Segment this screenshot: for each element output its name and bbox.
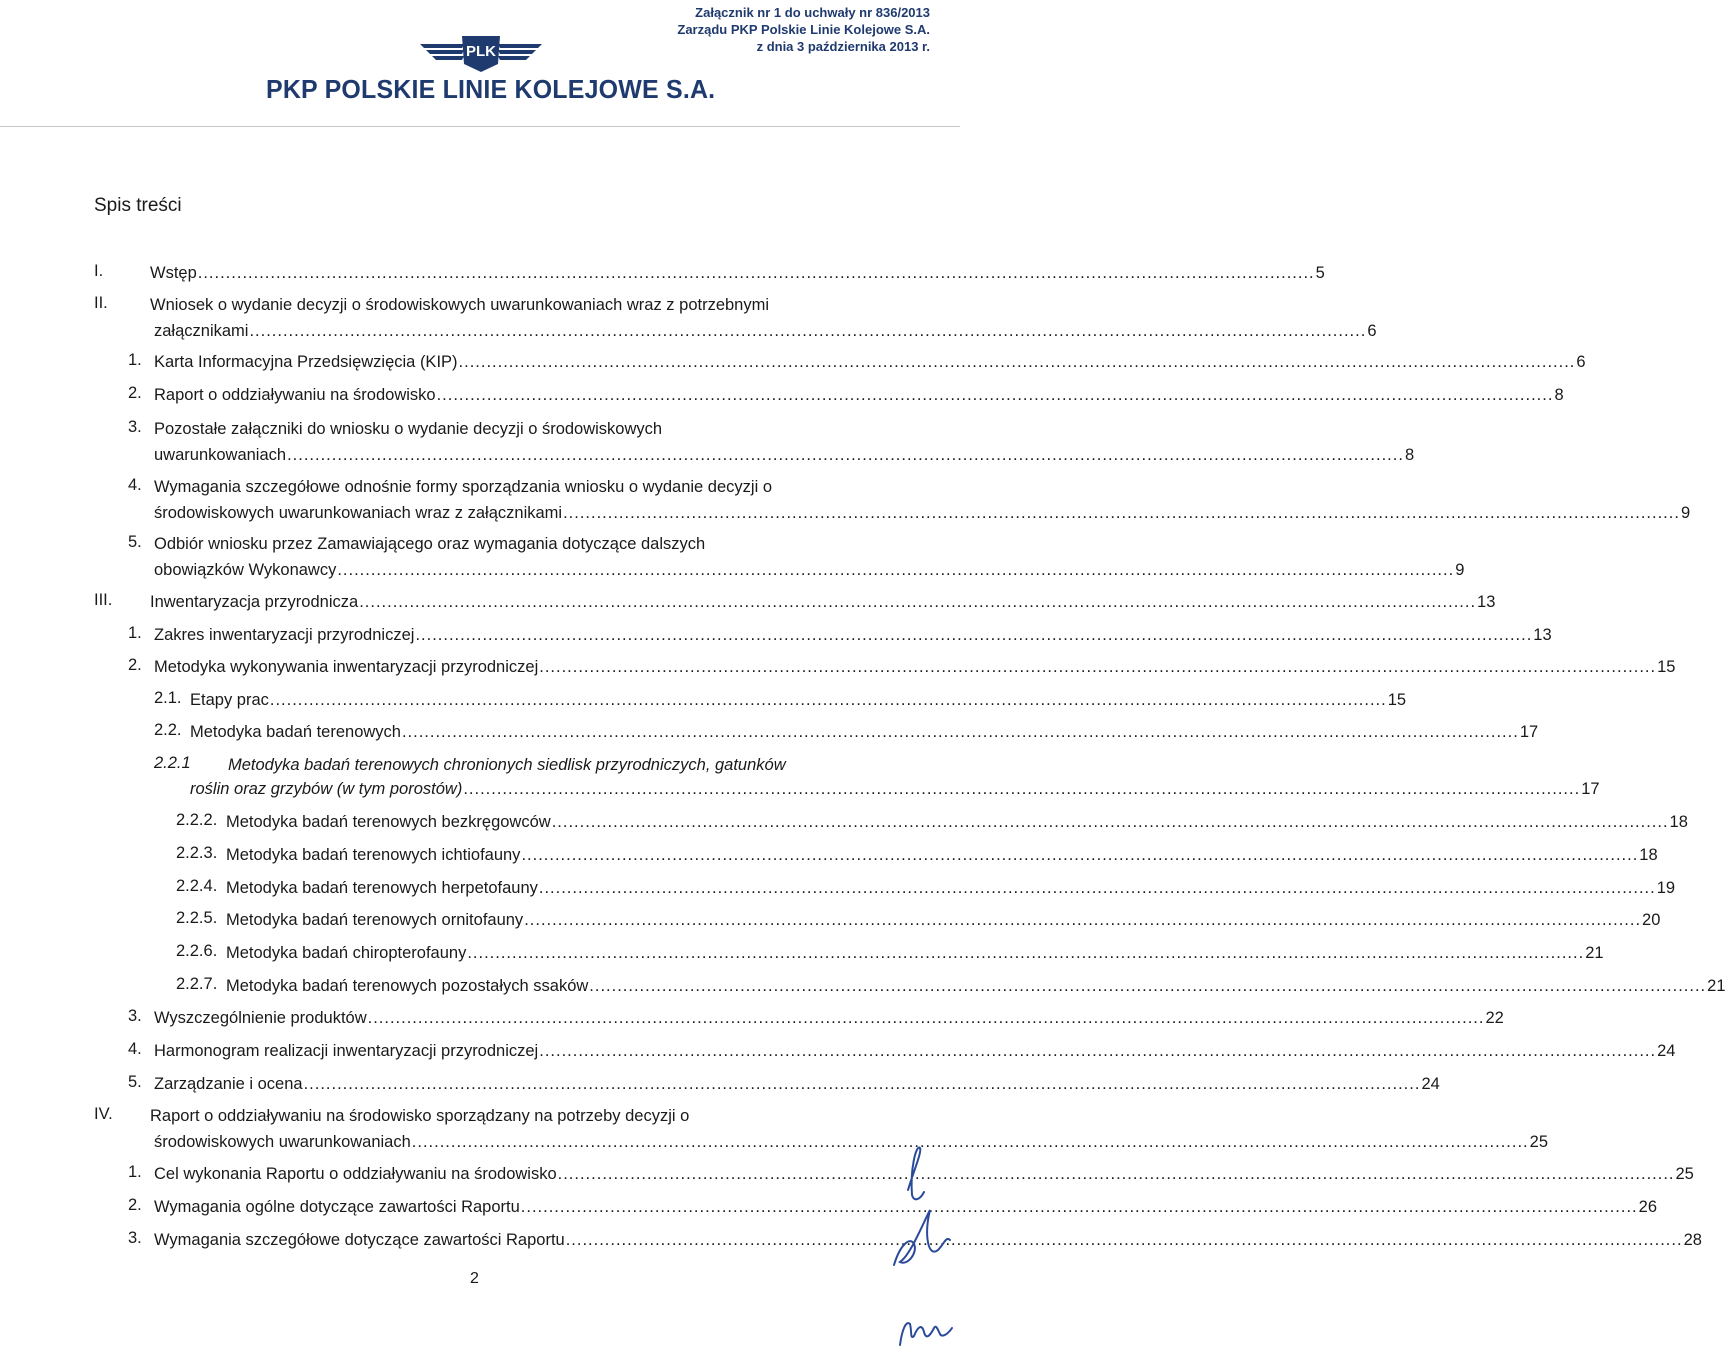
toc-entry-continuation[interactable] xyxy=(190,776,1600,800)
toc-entry[interactable] xyxy=(226,907,1661,931)
toc-entry-number: 2. xyxy=(128,384,142,402)
toc-entry[interactable] xyxy=(154,1005,1504,1029)
toc-entry-title: Metodyka badań terenowych ichtiofauny xyxy=(226,846,521,864)
toc-entry-title-continued: załącznikami xyxy=(154,322,249,340)
toc-entry[interactable] xyxy=(226,940,1604,964)
toc-entry-page: 25 xyxy=(1675,1165,1694,1183)
toc-leader-dots: ........................................................................................................................................................................................................ xyxy=(551,813,1669,831)
toc-entry-page: 5 xyxy=(1315,264,1325,282)
toc-leader-dots: ........................................................................................................................................................................................................ xyxy=(539,658,1657,676)
toc-entry-page: 20 xyxy=(1642,911,1661,929)
toc-entry[interactable] xyxy=(190,719,1539,743)
toc-entry-title-continued: roślin oraz grzybów (w tym porostów) xyxy=(190,780,463,798)
toc-entry-page: 18 xyxy=(1639,846,1658,864)
toc-entry-page: 17 xyxy=(1581,780,1600,798)
toc-entry[interactable] xyxy=(226,842,1658,866)
toc-entry-title-continued: obowiązków Wykonawcy xyxy=(154,561,337,579)
toc-leader-dots: ........................................................................................................................................................................................................ xyxy=(415,626,1533,644)
toc-entry-title: Raport o oddziaływaniu na środowisko sporządzany na potrzeby decyzji o xyxy=(150,1107,690,1125)
toc-entry-number: 4. xyxy=(128,476,142,494)
toc-entry-number: 2.1. xyxy=(154,689,182,707)
toc-leader-dots: ........................................................................................................................................................................................................ xyxy=(287,446,1404,464)
toc-entry-continuation[interactable] xyxy=(154,500,1691,524)
toc-entry[interactable] xyxy=(150,292,769,316)
toc-entry-title: Metodyka badań chiropterofauny xyxy=(226,944,467,962)
toc-entry-title: Metodyka badań terenowych xyxy=(190,723,401,741)
toc-leader-dots: ........................................................................................................................................................................................................ xyxy=(521,846,1639,864)
toc-leader-dots: ........................................................................................................................................................................................................ xyxy=(463,780,1581,798)
toc-leader-dots: ........................................................................................................................................................................................................ xyxy=(539,1042,1657,1060)
toc-entry-page: 8 xyxy=(1554,386,1564,404)
toc-entry-title: Wymagania szczegółowe odnośnie formy sporządzania wniosku o wydanie decyzji o xyxy=(154,478,773,496)
toc-leader-dots: ........................................................................................................................................................................................................ xyxy=(411,1133,1529,1151)
toc-entry-continuation[interactable] xyxy=(154,318,1377,342)
toc-leader-dots: ........................................................................................................................................................................................................ xyxy=(565,1231,1683,1249)
logo-text: PLK xyxy=(466,43,496,60)
toc-entry-title: Metodyka badań terenowych ornitofauny xyxy=(226,911,524,929)
toc-entry-title-continued: środowiskowych uwarunkowaniach xyxy=(154,1133,411,1151)
toc-entry-number: 2.2.2. xyxy=(176,811,218,829)
toc-entry-page: 8 xyxy=(1404,446,1415,464)
toc-entry-title: Cel wykonania Raportu o oddziaływaniu na środowisko xyxy=(154,1165,557,1183)
toc-entry-title: Metodyka wykonywania inwentaryzacji przyrodniczej xyxy=(154,658,539,676)
toc-entry[interactable] xyxy=(226,809,1688,833)
toc-leader-dots: ........................................................................................................................................................................................................ xyxy=(249,322,1367,340)
toc-entry-page: 15 xyxy=(1387,691,1407,709)
toc-entry-number: 3. xyxy=(128,1007,142,1025)
toc-entry[interactable] xyxy=(154,1071,1440,1095)
toc-leader-dots: ........................................................................................................................................................................................................ xyxy=(359,593,1477,611)
toc-entry-number: 2. xyxy=(128,1196,142,1214)
toc-entry-page: 24 xyxy=(1657,1042,1676,1060)
toc-entry-number: 2.2. xyxy=(154,721,182,739)
toc-leader-dots: ........................................................................................................................................................................................................ xyxy=(458,353,1576,371)
header-divider xyxy=(0,126,960,127)
toc-entry[interactable] xyxy=(154,474,772,498)
attachment-note-line-2: Zarządu PKP Polskie Linie Kolejowe S.A. xyxy=(677,22,930,37)
toc-entry[interactable] xyxy=(154,1161,1694,1185)
toc-entry-number: I. xyxy=(94,262,104,280)
toc-entry[interactable] xyxy=(154,622,1552,646)
toc-entry-page: 13 xyxy=(1533,626,1552,644)
toc-entry-page: 6 xyxy=(1367,322,1377,340)
toc-entry-continuation[interactable] xyxy=(154,442,1415,466)
toc-entry-page: 6 xyxy=(1576,353,1586,371)
plk-logo-emblem xyxy=(418,30,544,74)
toc-entry-page: 24 xyxy=(1421,1075,1440,1093)
toc-leader-dots: ........................................................................................................................................................................................................ xyxy=(303,1075,1421,1093)
toc-entry-page: 26 xyxy=(1638,1198,1658,1216)
toc-entry-page: 28 xyxy=(1683,1231,1702,1249)
toc-entry-title: Wymagania ogólne dotyczące zawartości Raportu xyxy=(154,1198,520,1216)
toc-entry[interactable] xyxy=(154,531,705,555)
toc-entry-title: Metodyka badań terenowych chronionych siedlisk przyrodniczych, gatunków xyxy=(228,756,786,774)
toc-entry-title: Zarządzanie i ocena xyxy=(154,1075,303,1093)
page-number: 2 xyxy=(470,1270,479,1287)
attachment-note-line-1: Załącznik nr 1 do uchwały nr 836/2013 xyxy=(695,5,930,20)
toc-entry-title: Zakres inwentaryzacji przyrodniczej xyxy=(154,626,415,644)
company-name: PKP POLSKIE LINIE KOLEJOWE S.A. xyxy=(266,74,716,104)
toc-leader-dots: ........................................................................................................................................................................................................ xyxy=(337,561,1455,579)
toc-entry-number: 2.2.1 xyxy=(154,754,191,772)
toc-entry-continuation[interactable] xyxy=(154,557,1465,581)
toc-entry-number: 1. xyxy=(128,1163,142,1181)
toc-entry[interactable] xyxy=(154,382,1564,406)
toc-entry-title: Karta Informacyjna Przedsięwzięcia (KIP) xyxy=(154,353,458,371)
toc-entry-title: Raport o oddziaływaniu na środowisko xyxy=(154,386,436,404)
toc-entry[interactable] xyxy=(150,1103,689,1127)
toc-leader-dots: ........................................................................................................................................................................................................ xyxy=(524,911,1642,929)
attachment-note xyxy=(677,4,930,55)
toc-entry[interactable] xyxy=(154,1194,1658,1218)
toc-entry[interactable] xyxy=(154,416,662,440)
toc-entry-number: III. xyxy=(94,591,113,609)
toc-leader-dots: ........................................................................................................................................................................................................ xyxy=(589,977,1707,995)
toc-entry-page: 25 xyxy=(1529,1133,1549,1151)
toc-leader-dots: ........................................................................................................................................................................................................ xyxy=(436,386,1554,404)
toc-entry[interactable] xyxy=(190,687,1407,711)
toc-leader-dots: ........................................................................................................................................................................................................ xyxy=(197,264,1315,282)
toc-entry-title: Wstęp xyxy=(150,264,197,282)
toc-entry[interactable] xyxy=(150,260,1325,284)
toc-entry-title-continued: uwarunkowaniach xyxy=(154,446,287,464)
toc-entry-title: Metodyka badań terenowych herpetofauny xyxy=(226,879,538,897)
toc-entry-number: 4. xyxy=(128,1040,142,1058)
toc-entry-title: Metodyka badań terenowych pozostałych ssaków xyxy=(226,977,589,995)
toc-entry-title: Wymagania szczegółowe dotyczące zawartości Raportu xyxy=(154,1231,565,1249)
toc-entry-title: Inwentaryzacja przyrodnicza xyxy=(150,593,359,611)
toc-entry-page: 19 xyxy=(1656,879,1676,897)
toc-leader-dots: ........................................................................................................................................................................................................ xyxy=(269,691,1387,709)
toc-entry[interactable] xyxy=(154,1038,1676,1062)
toc-entry-page: 21 xyxy=(1707,977,1726,995)
toc-entry-title: Wyszczególnienie produktów xyxy=(154,1009,367,1027)
toc-entry-number: 1. xyxy=(128,624,142,642)
toc-entry[interactable] xyxy=(154,349,1586,373)
toc-entry-page: 13 xyxy=(1477,593,1496,611)
toc-entry[interactable] xyxy=(226,973,1726,997)
toc-entry[interactable] xyxy=(150,589,1496,613)
toc-entry-title: Etapy prac xyxy=(190,691,269,709)
toc-leader-dots: ........................................................................................................................................................................................................ xyxy=(563,504,1680,522)
toc-entry-number: 2.2.5. xyxy=(176,909,218,927)
toc-entry-number: 2. xyxy=(128,656,142,674)
toc-entry-number: II. xyxy=(94,294,108,312)
toc-entry-number: 2.2.3. xyxy=(176,844,218,862)
toc-entry[interactable] xyxy=(228,752,786,776)
toc-leader-dots: ........................................................................................................................................................................................................ xyxy=(538,879,1656,897)
toc-entry-title: Odbiór wniosku przez Zamawiającego oraz wymagania dotyczące dalszych xyxy=(154,535,706,553)
toc-entry-page: 22 xyxy=(1485,1009,1504,1027)
toc-entry-title: Wniosek o wydanie decyzji o środowiskowych uwarunkowaniach wraz z potrzebnymi xyxy=(150,296,770,314)
toc-entry-number: 2.2.4. xyxy=(176,877,218,895)
toc-entry-number: 3. xyxy=(128,418,142,436)
toc-leader-dots: ........................................................................................................................................................................................................ xyxy=(557,1165,1675,1183)
toc-entry[interactable] xyxy=(226,875,1676,899)
toc-entry-title: Pozostałe załączniki do wniosku o wydanie decyzji o środowiskowych xyxy=(154,420,663,438)
toc-leader-dots: ........................................................................................................................................................................................................ xyxy=(520,1198,1638,1216)
attachment-note-line-3: z dnia 3 października 2013 r. xyxy=(756,39,930,54)
toc-entry-number: 5. xyxy=(128,533,142,551)
toc-entry-page: 9 xyxy=(1455,561,1465,579)
toc-entry[interactable] xyxy=(154,1227,1702,1251)
toc-entry-number: 2.2.6. xyxy=(176,942,218,960)
toc-entry-number: 1. xyxy=(128,351,142,369)
toc-entry-page: 15 xyxy=(1657,658,1676,676)
toc-entry-page: 18 xyxy=(1669,813,1688,831)
toc-leader-dots: ........................................................................................................................................................................................................ xyxy=(467,944,1585,962)
toc-heading: Spis treści xyxy=(94,195,182,216)
toc-entry-title: Metodyka badań terenowych bezkręgowców xyxy=(226,813,551,831)
toc-entry-page: 9 xyxy=(1680,504,1691,522)
handwritten-initials xyxy=(880,1140,960,1355)
toc-leader-dots: ........................................................................................................................................................................................................ xyxy=(367,1009,1485,1027)
toc-entry-continuation[interactable] xyxy=(154,1129,1549,1153)
toc-entry-number: 2.2.7. xyxy=(176,975,218,993)
toc-entry-number: IV. xyxy=(94,1105,113,1123)
toc-entry-number: 5. xyxy=(128,1073,142,1091)
toc-entry-page: 21 xyxy=(1585,944,1604,962)
toc-entry-title-continued: środowiskowych uwarunkowaniach wraz z załącznikami xyxy=(154,504,563,522)
toc-entry-number: 3. xyxy=(128,1229,142,1247)
toc-leader-dots: ........................................................................................................................................................................................................ xyxy=(401,723,1519,741)
toc-entry-page: 17 xyxy=(1519,723,1539,741)
toc-entry-title: Harmonogram realizacji inwentaryzacji przyrodniczej xyxy=(154,1042,539,1060)
toc-entry[interactable] xyxy=(154,654,1676,678)
